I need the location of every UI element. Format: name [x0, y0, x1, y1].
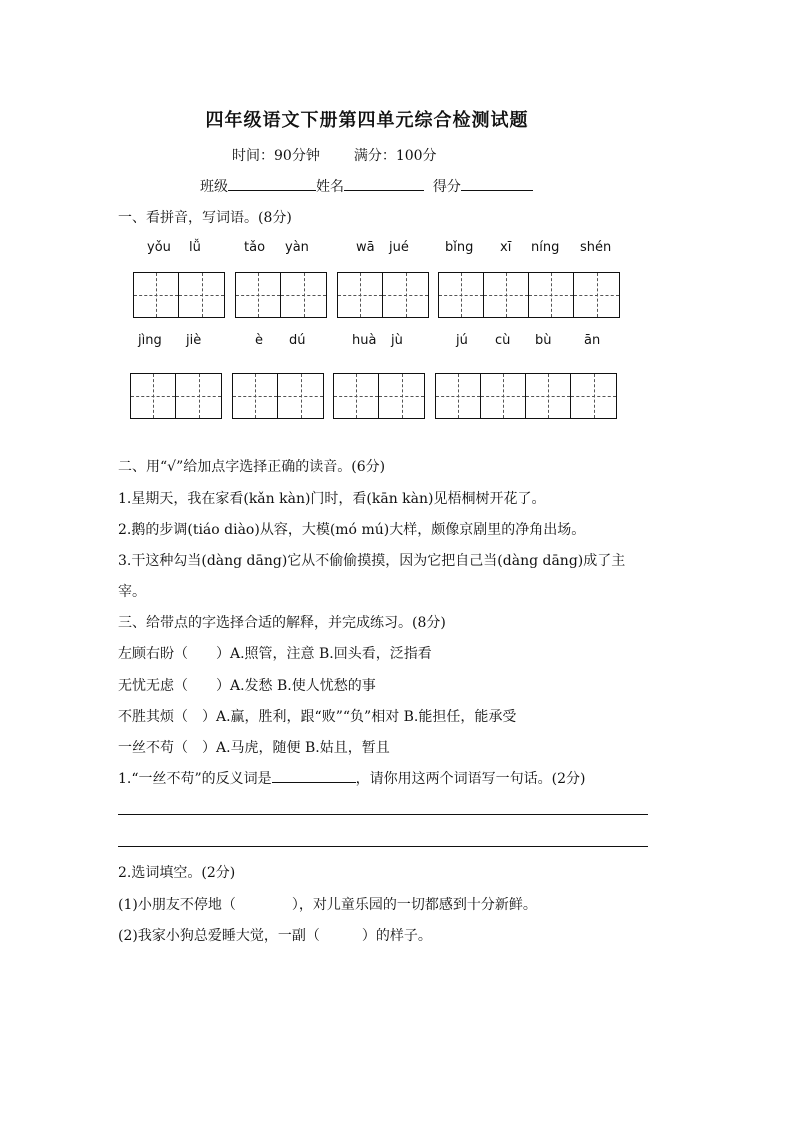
writing-cell[interactable]: [526, 374, 571, 418]
pinyin: jú: [456, 333, 468, 348]
antonym-question: [118, 768, 586, 788]
writing-box[interactable]: [438, 272, 620, 318]
pinyin: bǐng: [445, 240, 474, 255]
section3-heading: 三、给带点的字选择合适的解释，并完成练习。(8分): [118, 615, 446, 631]
section2-heading: 二、用“√”给加点字选择正确的读音。(6分): [118, 459, 386, 475]
pinyin: jiè: [186, 333, 202, 348]
student-info: [200, 176, 533, 196]
writing-cell[interactable]: [439, 273, 484, 317]
pinyin: dú: [289, 333, 306, 348]
writing-box[interactable]: [235, 272, 327, 318]
pinyin: lǚ: [189, 240, 201, 255]
writing-cell[interactable]: [379, 374, 424, 418]
page-title: 四年级语文下册第四单元综合检测试题: [205, 110, 529, 131]
writing-box[interactable]: [130, 373, 222, 419]
antonym-prompt: 1.“一丝不苟”的反义词是: [118, 771, 272, 787]
question-line: 2.鹅的步调(tiáo diào)从容，大模(mó mú)大样，颇像京剧里的净角出场。: [118, 522, 586, 538]
answer-line[interactable]: [118, 846, 648, 847]
question-line: 1.星期天，我在家看(kǎn kàn)门时，看(kān kàn)见梧桐树开花了。: [118, 491, 546, 507]
antonym-instruction: ，请你用这两个词语写一句话。(2分): [355, 771, 586, 787]
writing-cell[interactable]: [281, 273, 326, 317]
grade-blank[interactable]: [461, 176, 533, 191]
writing-cell[interactable]: [236, 273, 281, 317]
fill-in-item: (2)我家小狗总爱睡大觉，一副（ ）的样子。: [118, 928, 432, 944]
writing-box[interactable]: [337, 272, 429, 318]
writing-cell[interactable]: [571, 374, 616, 418]
writing-cell[interactable]: [334, 374, 379, 418]
writing-box[interactable]: [435, 373, 617, 419]
idiom-item: 左顾右盼（ ）A.照管，注意 B.回头看，泛指看: [118, 646, 432, 662]
pinyin: wā: [356, 240, 375, 255]
writing-cell[interactable]: [436, 374, 481, 418]
answer-line[interactable]: [118, 814, 648, 815]
pinyin: ān: [584, 333, 601, 348]
fill-in-item: (1)小朋友不停地（ ），对儿童乐园的一切都感到十分新鲜。: [118, 897, 537, 913]
fill-in-heading: 2.选词填空。(2分): [118, 865, 236, 881]
idiom-item: 一丝不苟（ ）A.马虎，随便 B.姑且，暂且: [118, 740, 390, 756]
exam-meta: [232, 145, 437, 165]
writing-cell[interactable]: [481, 374, 526, 418]
pinyin: tǎo: [244, 240, 266, 255]
pinyin: jué: [389, 240, 409, 255]
name-blank[interactable]: [344, 176, 424, 191]
class-label: 班级: [200, 179, 228, 195]
writing-cell[interactable]: [131, 374, 176, 418]
full-score: 满分：100分: [353, 148, 437, 164]
time-limit: 时间：90分钟: [232, 148, 320, 164]
class-blank[interactable]: [228, 176, 316, 191]
pinyin: yǒu: [147, 240, 171, 255]
question-line: 3.干这种勾当(dàng dāng)它从不偷偷摸摸，因为它把自己当(dàng dāng)成了主: [118, 553, 626, 569]
pinyin: níng: [531, 240, 560, 255]
writing-cell[interactable]: [233, 374, 278, 418]
writing-cell[interactable]: [176, 374, 221, 418]
writing-cell[interactable]: [338, 273, 383, 317]
name-label: 姓名: [316, 179, 344, 195]
pinyin: huà: [352, 333, 377, 348]
writing-box[interactable]: [232, 373, 324, 419]
writing-cell[interactable]: [134, 273, 179, 317]
pinyin: yàn: [285, 240, 309, 255]
writing-box[interactable]: [133, 272, 225, 318]
section1-heading: 一、看拼音，写词语。(8分): [118, 210, 292, 226]
pinyin: è: [255, 333, 263, 348]
writing-cell[interactable]: [574, 273, 619, 317]
antonym-blank[interactable]: [272, 768, 356, 783]
pinyin: bù: [535, 333, 552, 348]
grade-label: 得分: [432, 179, 461, 195]
writing-cell[interactable]: [383, 273, 428, 317]
pinyin: jìng: [138, 333, 162, 348]
writing-box[interactable]: [333, 373, 425, 419]
idiom-item: 无忧无虑（ ）A.发愁 B.使人忧愁的事: [118, 678, 376, 694]
writing-cell[interactable]: [179, 273, 224, 317]
writing-cell[interactable]: [484, 273, 529, 317]
idiom-item: 不胜其烦（ ）A.赢，胜利，跟“败”“负”相对 B.能担任，能承受: [118, 709, 517, 725]
pinyin: xī: [500, 240, 512, 255]
question-line-continued: 宰。: [118, 584, 146, 600]
pinyin: jù: [391, 333, 403, 348]
pinyin: shén: [580, 240, 612, 255]
pinyin: cù: [495, 333, 511, 348]
writing-cell[interactable]: [529, 273, 574, 317]
writing-cell[interactable]: [278, 374, 323, 418]
